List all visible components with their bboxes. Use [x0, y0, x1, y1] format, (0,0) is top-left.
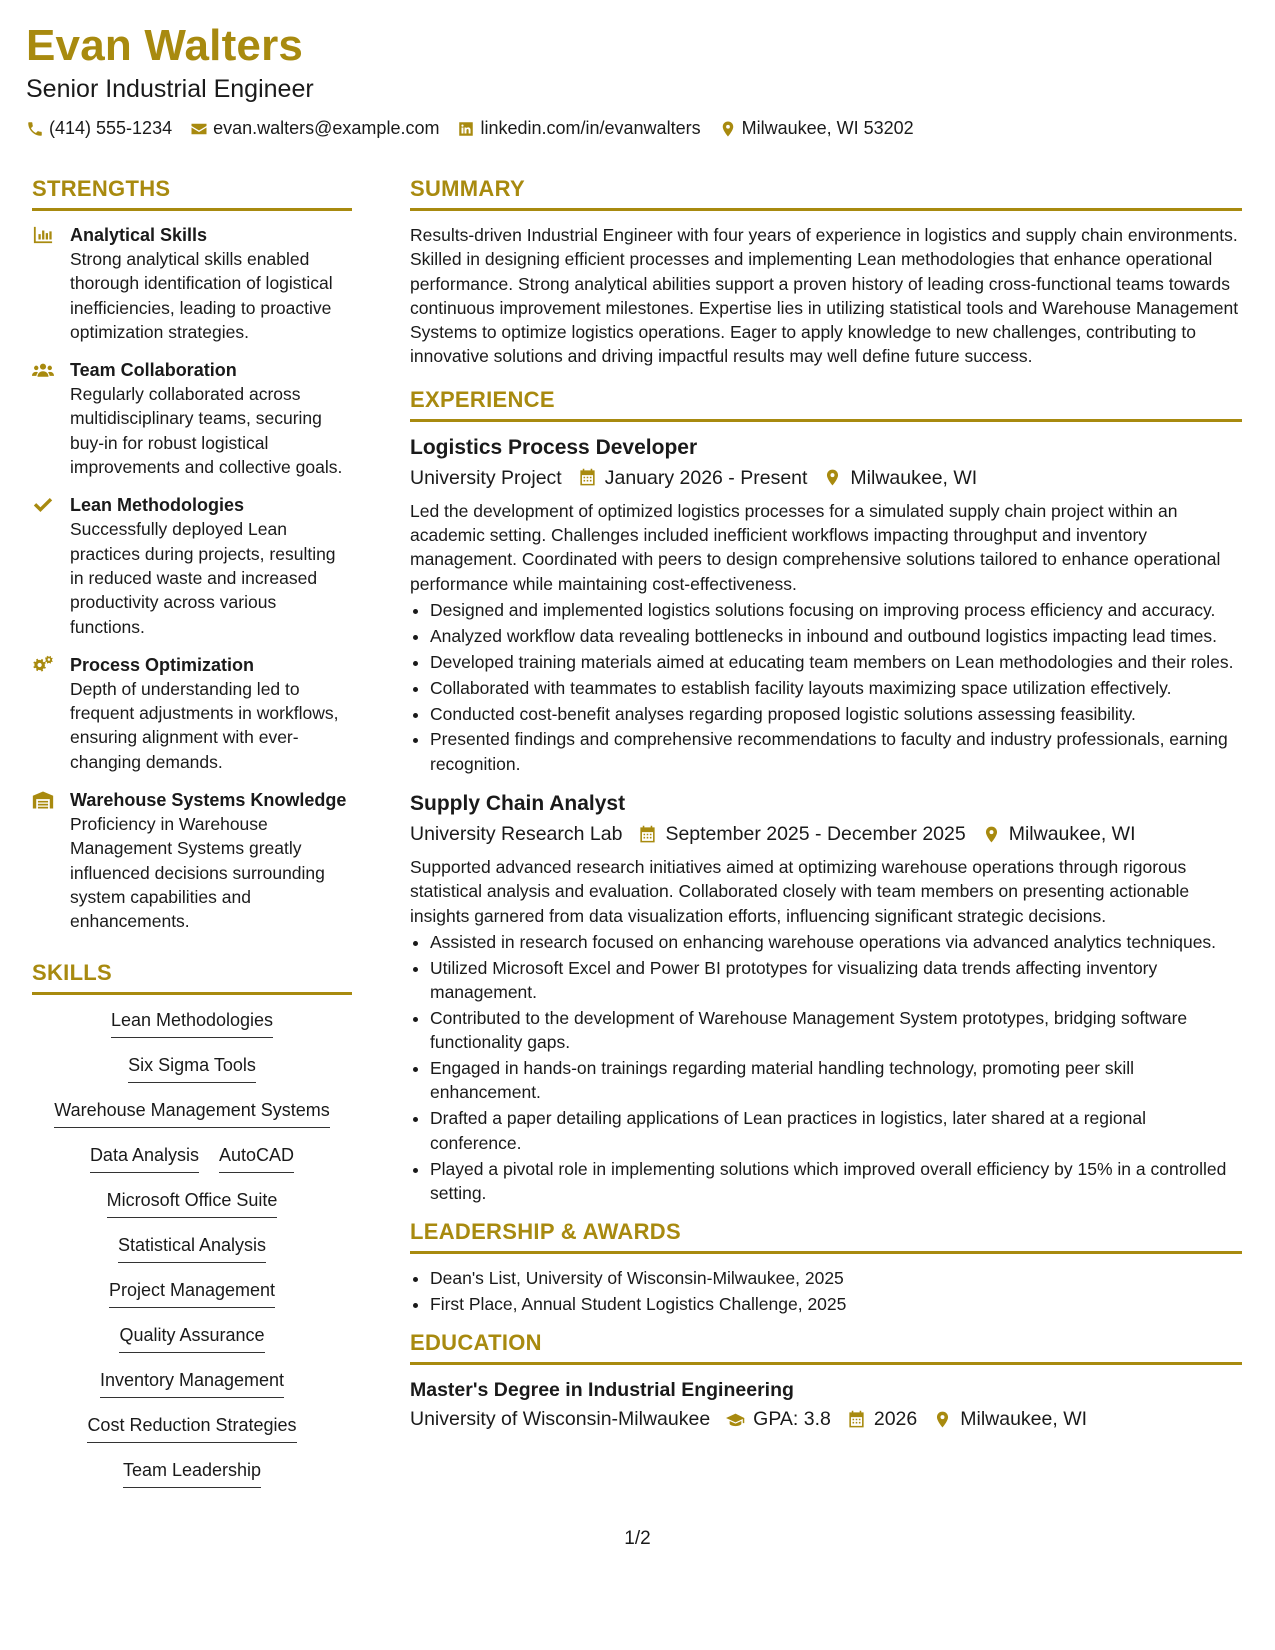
contact-bar: [26, 118, 1235, 139]
calendar-icon: [578, 468, 597, 487]
skill-tag: Inventory Management: [100, 1369, 284, 1398]
job-meta: [410, 465, 1242, 491]
gpa-text: GPA: 3.8: [753, 1408, 831, 1431]
education-location: Milwaukee, WI: [960, 1408, 1088, 1431]
contact-location: [719, 118, 914, 139]
linkedin-icon: [457, 120, 475, 138]
right-column: [410, 176, 1242, 1446]
skill-tag: Statistical Analysis: [118, 1234, 266, 1263]
skill-tag: Data Analysis: [90, 1144, 199, 1173]
education-meta: [410, 1406, 1242, 1432]
email-link[interactable]: evan.walters@example.com: [213, 118, 440, 139]
map-pin-icon: [823, 468, 842, 487]
summary-text: Results-driven Industrial Engineer with four years of experience in logistics and supply chain environments. Skilled in designing efficient processes and implementing Lean methodologies that enhance operational performance. Strong analytical abilities support a proven history of leading cross-functional teams towards continuous improvement milestones. Expertise lies in utilizing statistical tools and Warehouse Management Systems to optimize logistics operations. Eager to apply knowledge to new challenges, contributing to innovative solutions and driving impactful results may well define future success.: [410, 225, 1239, 367]
strength-title: Analytical Skills: [70, 225, 208, 245]
left-column: [32, 176, 352, 1504]
experience-heading: EXPERIENCE: [410, 387, 1242, 422]
envelope-icon: [190, 120, 208, 138]
skills-heading: SKILLS: [32, 960, 352, 995]
skill-tag: Team Leadership: [123, 1459, 261, 1488]
candidate-name: Evan Walters: [26, 21, 304, 70]
education-heading: EDUCATION: [410, 1330, 1242, 1365]
skill-row: [32, 1324, 352, 1369]
skill-row: [32, 1054, 352, 1099]
contact-phone: [26, 118, 172, 139]
skill-tag: Quality Assurance: [119, 1324, 264, 1353]
resume-header: [26, 22, 1235, 139]
phone-icon: [26, 120, 44, 138]
job-bullet: • Contributed to the development of Warehouse Management System prototypes, bridging software functionality gaps.: [430, 1006, 1242, 1055]
graduation-cap-icon: [726, 1410, 745, 1429]
skills-section: [32, 960, 352, 1504]
contact-linkedin[interactable]: [457, 118, 700, 139]
strength-title: Warehouse Systems Knowledge: [70, 790, 347, 811]
skill-row: [32, 1144, 352, 1189]
job-dates: September 2025 - December 2025: [665, 823, 966, 846]
skill-row: [32, 1414, 352, 1459]
strength-item: [32, 223, 352, 344]
job-bullet: • Utilized Microsoft Excel and Power BI prototypes for visualizing data trends affecting inventory management.: [430, 956, 1242, 1005]
job-bullet: • Engaged in hands-on trainings regarding material handling technology, promoting peer skill enhancement.: [430, 1056, 1242, 1105]
bar-chart-icon: [32, 225, 54, 245]
award-item: • Dean's List, University of Wisconsin-Milwaukee, 2025: [430, 1266, 1242, 1290]
candidate-title: Senior Industrial Engineer: [26, 75, 314, 104]
job-meta: [410, 821, 1242, 847]
skill-tag: Warehouse Management Systems: [54, 1099, 329, 1128]
job-bullet: • Conducted cost-benefit analyses regarding proposed logistic solutions assessing feasibility.: [430, 702, 1242, 726]
job-bullet: • Analyzed workflow data revealing bottlenecks in inbound and outbound logistics impacting lead times.: [430, 624, 1242, 648]
job-location: Milwaukee, WI: [1008, 823, 1136, 846]
gears-icon: [32, 655, 54, 675]
skill-tag: Project Management: [109, 1279, 275, 1308]
skill-row: [32, 1369, 352, 1414]
skill-tag: Microsoft Office Suite: [107, 1189, 278, 1218]
strength-title: Lean Methodologies: [70, 495, 245, 516]
job-description: Led the development of optimized logistics processes for a simulated supply chain project within an academic setting. Challenges included inefficient workflows impacting throughput and inventory management. Coordinated with peers to design comprehensive solutions tailored to enhance operational performance while maintaining cost-effectiveness.: [410, 500, 1221, 594]
education-section: [410, 1330, 1242, 1432]
skill-tag: Six Sigma Tools: [128, 1054, 256, 1083]
graduation-year: 2026: [873, 1408, 918, 1431]
skill-tag: Cost Reduction Strategies: [87, 1414, 296, 1443]
calendar-icon: [847, 1410, 866, 1429]
job-bullet: • Developed training materials aimed at educating team members on Lean methodologies and their roles.: [430, 650, 1242, 674]
job-bullet: • Played a pivotal role in implementing solutions which improved overall efficiency by 15% in a controlled setting.: [430, 1157, 1242, 1206]
map-pin-icon: [982, 825, 1001, 844]
strength-title: Process Optimization: [70, 654, 255, 675]
skill-row: [32, 1459, 352, 1504]
job-entry: [410, 434, 1242, 776]
job-bullet: • Designed and implemented logistics solutions focusing on improving process efficiency and accuracy.: [430, 598, 1242, 622]
job-location: Milwaukee, WI: [850, 466, 978, 489]
map-pin-icon: [933, 1410, 952, 1429]
skill-row: [32, 1009, 352, 1054]
job-org: University Research Lab: [410, 823, 623, 846]
degree-title: Master's Degree in Industrial Engineering: [410, 1379, 794, 1402]
skill-row: [32, 1279, 352, 1324]
skill-row: [32, 1234, 352, 1279]
skills-list: [32, 1007, 352, 1504]
strength-desc: Proficiency in Warehouse Management Systems greatly influenced decisions surrounding system capabilities and enhancements.: [70, 814, 325, 932]
map-pin-icon: [719, 120, 737, 138]
school-name: University of Wisconsin-Milwaukee: [410, 1408, 711, 1431]
strength-item: [32, 493, 352, 638]
award-item: • First Place, Annual Student Logistics Challenge, 2025: [430, 1292, 1242, 1316]
strength-item: [32, 788, 352, 933]
strength-desc: Regularly collaborated across multidisciplinary teams, securing buy-in for robust logistical improvements and collective goals.: [70, 384, 343, 478]
job-bullets: [410, 598, 1242, 776]
skill-tag: AutoCAD: [219, 1144, 294, 1173]
check-icon: [32, 495, 54, 515]
location-text: Milwaukee, WI 53202: [741, 118, 914, 139]
job-title: Supply Chain Analyst: [410, 792, 626, 816]
job-bullet: • Collaborated with teammates to establish facility layouts maximizing space utilization effectively.: [430, 676, 1242, 700]
awards-heading: LEADERSHIP & AWARDS: [410, 1219, 1242, 1254]
job-dates: January 2026 - Present: [604, 466, 808, 489]
users-icon: [32, 360, 54, 380]
job-bullet: • Drafted a paper detailing applications of Lean practices in logistics, later shared at a regional conference.: [430, 1106, 1242, 1155]
awards-list: [410, 1266, 1242, 1316]
job-org: University Project: [410, 466, 562, 489]
strengths-heading: STRENGTHS: [32, 176, 352, 211]
job-entry: [410, 790, 1242, 1205]
skill-tag: Lean Methodologies: [111, 1009, 273, 1038]
warehouse-icon: [32, 790, 54, 810]
strength-desc: Strong analytical skills enabled thorough identification of logistical inefficiencies, leading to proactive optimization strategies.: [70, 249, 333, 342]
contact-email[interactable]: [190, 118, 439, 139]
skill-row: [32, 1099, 352, 1144]
job-bullet: • Assisted in research focused on enhancing warehouse operations via advanced analytics techniques.: [430, 930, 1242, 954]
linkedin-link[interactable]: linkedin.com/in/evanwalters: [480, 118, 701, 139]
job-title: Logistics Process Developer: [410, 435, 698, 459]
summary-heading: SUMMARY: [410, 176, 1242, 211]
strength-item: [32, 358, 352, 479]
awards-section: [410, 1219, 1242, 1316]
page-number: 1/2: [624, 1528, 651, 1549]
strength-desc: Successfully deployed Lean practices during projects, resulting in reduced waste and increased productivity across various functions.: [70, 519, 336, 637]
job-description: Supported advanced research initiatives aimed at optimizing warehouse operations through rigorous statistical analysis and evaluation. Collaborated closely with team members on presenting actionable insights garnered from data visualization efforts, influencing significant strategic decisions.: [410, 857, 1190, 926]
phone-text: (414) 555-1234: [49, 118, 173, 139]
job-bullet: • Presented findings and comprehensive recommendations to faculty and industry professionals, earning recognition.: [430, 727, 1242, 776]
calendar-icon: [638, 825, 657, 844]
skill-row: [32, 1189, 352, 1234]
strength-title: Team Collaboration: [70, 360, 237, 381]
job-bullets: [410, 930, 1242, 1205]
strength-item: [32, 653, 352, 774]
strength-desc: Depth of understanding led to frequent adjustments in workflows, ensuring alignment with ever-changing demands.: [70, 678, 339, 772]
